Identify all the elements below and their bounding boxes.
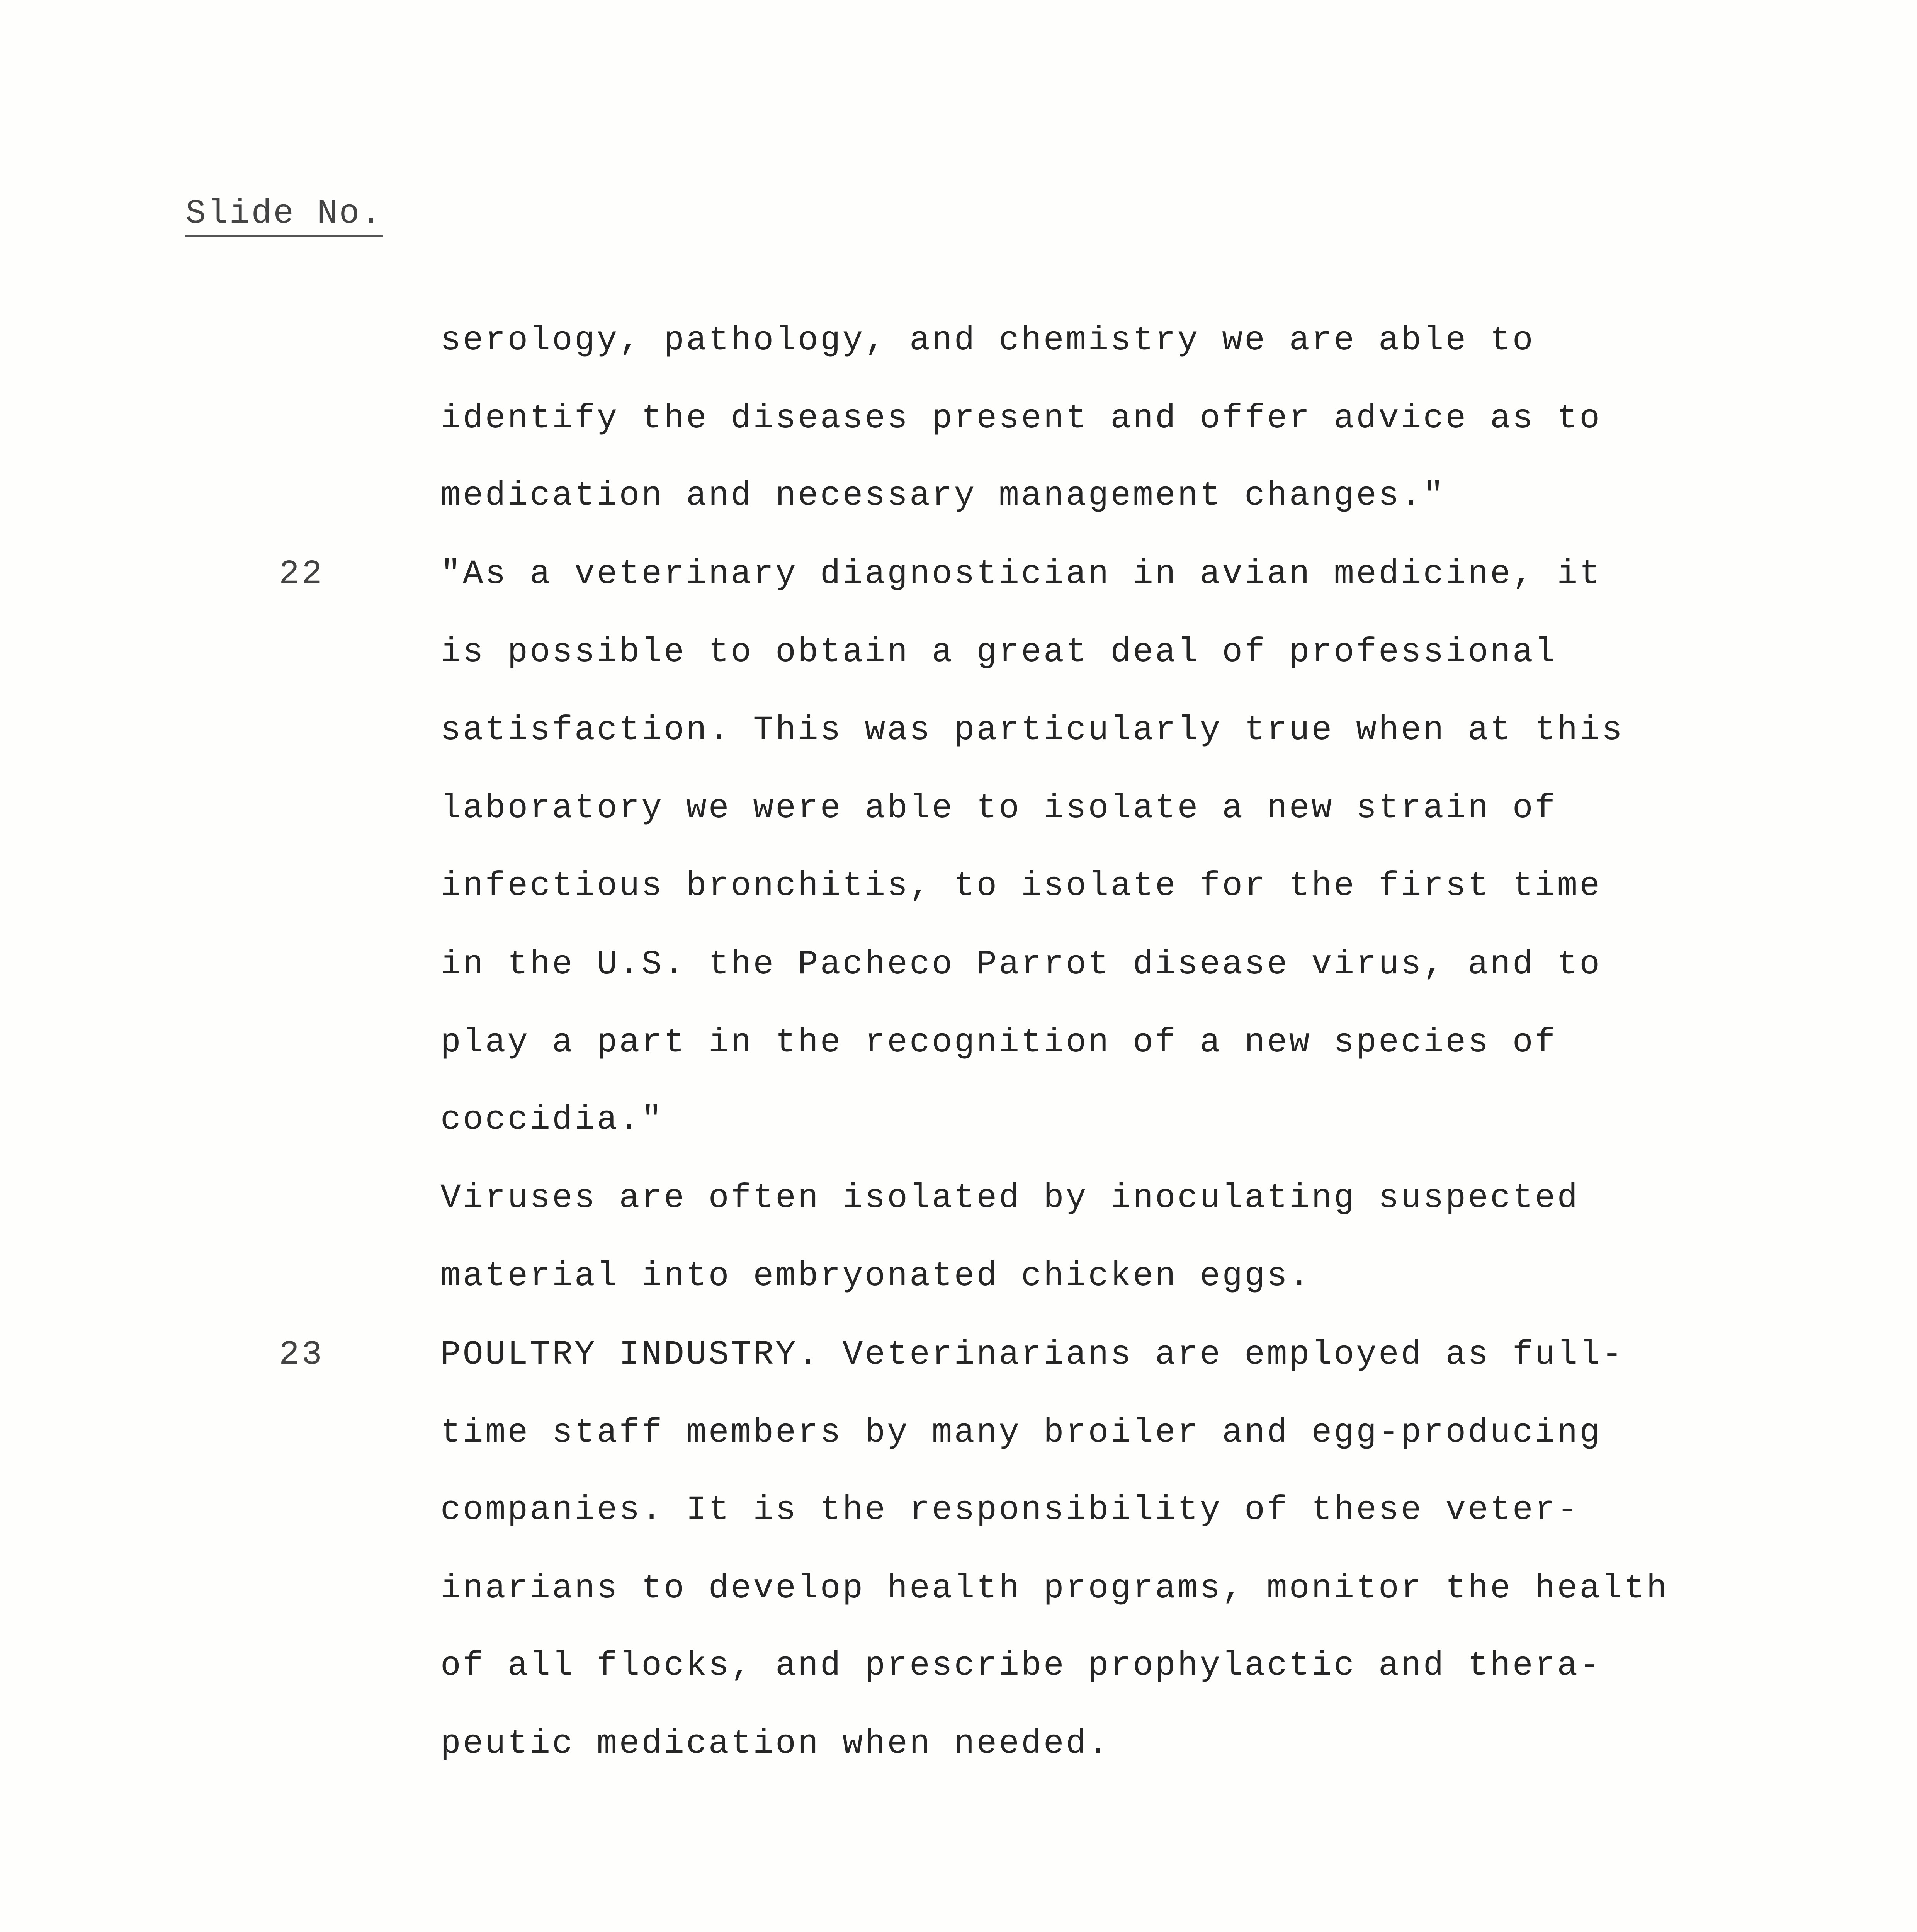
text-line: "As a veterinary diagnostician in avian medicine, it bbox=[440, 555, 1602, 594]
text-line: peutic medication when needed. bbox=[440, 1725, 1111, 1763]
text-line: satisfaction. This was particularly true when at this bbox=[440, 711, 1624, 750]
text-line: inarians to develop health programs, monitor the health bbox=[440, 1570, 1669, 1608]
text-line: coccidia." bbox=[440, 1101, 664, 1139]
text-line: identify the diseases present and offer advice as to bbox=[440, 400, 1602, 438]
slide-number-23: 23 bbox=[279, 1336, 325, 1374]
text-line: material into embryonated chicken eggs. bbox=[440, 1257, 1312, 1296]
text-line: POULTRY INDUSTRY. Veterinarians are employed as full- bbox=[440, 1336, 1624, 1374]
text-line: Viruses are often isolated by inoculating suspected bbox=[440, 1179, 1580, 1218]
text-line: play a part in the recognition of a new species of bbox=[440, 1024, 1557, 1062]
text-line: in the U.S. the Pacheco Parrot disease virus, and to bbox=[440, 946, 1602, 984]
slide-number-22: 22 bbox=[279, 555, 325, 594]
text-line: is possible to obtain a great deal of professional bbox=[440, 633, 1557, 672]
text-line: medication and necessary management changes." bbox=[440, 477, 1446, 515]
text-line: of all flocks, and prescribe prophylactic and thera- bbox=[440, 1647, 1602, 1685]
text-line: companies. It is the responsibility of these veter- bbox=[440, 1491, 1580, 1529]
text-line: time staff members by many broiler and egg-producing bbox=[440, 1414, 1602, 1452]
slide-no-header: Slide No. bbox=[185, 197, 383, 237]
text-line: laboratory we were able to isolate a new strain of bbox=[440, 789, 1557, 828]
text-line: serology, pathology, and chemistry we are able to bbox=[440, 321, 1535, 360]
text-line: infectious bronchitis, to isolate for the first time bbox=[440, 867, 1602, 905]
